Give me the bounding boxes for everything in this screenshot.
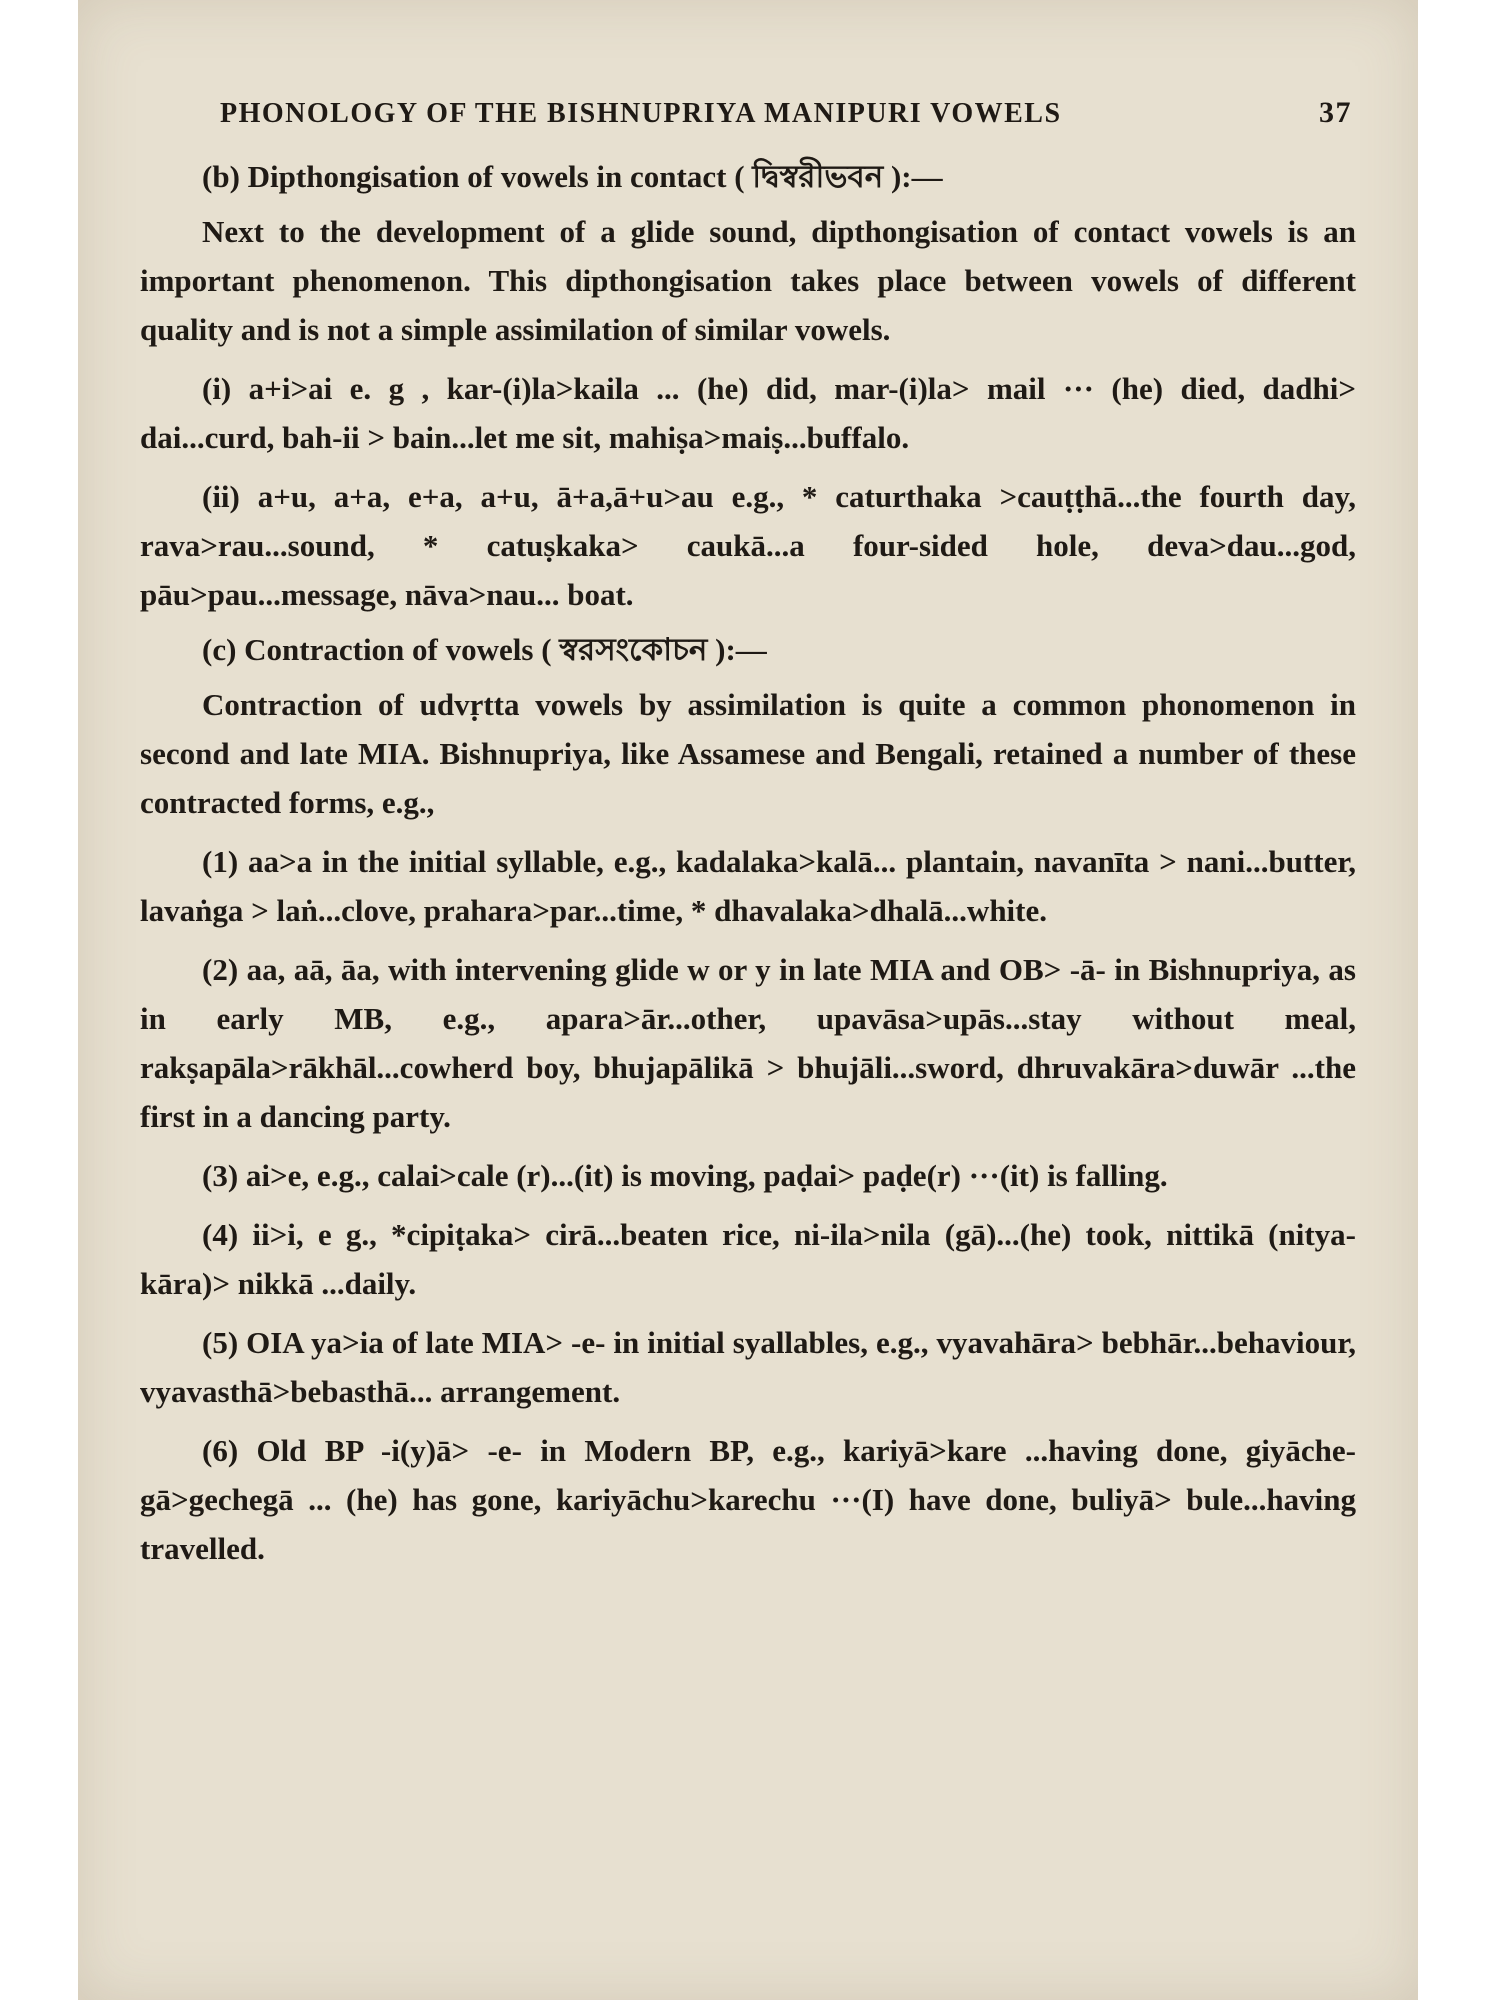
book-page	[78, 0, 1418, 2000]
section-heading-dipthongisation: (b) Dipthongisation of vowels in contact ( দ্বিস্বরীভবন ):—	[202, 159, 943, 194]
page-number: 37	[1319, 96, 1352, 129]
page-header-title: PHONOLOGY OF THE BISHNUPRIYA MANIPURI VOWELS	[220, 98, 1062, 129]
section-heading-contraction: (c) Contraction of vowels ( স্বরসংকোচন ):—	[202, 632, 767, 667]
example-item-5: (5) OIA ya>ia of late MIA> -e- in initial syallables, e.g., vyavahāra> bebhār...behaviour, vyavasthā>bebasthā... arrangement.	[140, 1325, 1356, 1409]
example-item-2: (2) aa, aā, āa, with intervening glide w or y in late MIA and OB> -ā- in Bishnupriya, as in early MB, e.g., apara>ār...other, upavāsa>upās...stay without meal, rakṣapāla>rākhāl...cowherd boy, bhujapālikā > bhujāli...sword, dhruvakāra>duwār ...the first in a dancing party.	[140, 952, 1356, 1134]
example-item-i: (i) a+i>ai e. g , kar-(i)la>kaila ... (he) did, mar-(i)la> mail ··· (he) died, dadhi> dai...curd, bah-ii > bain...let me sit, mahiṣa>maiṣ...buffalo.	[140, 371, 1356, 455]
example-item-6: (6) Old BP -i(y)ā> -e- in Modern BP, e.g., kariyā>kare ...having done, giyāche-gā>gechegā ... (he) has gone, kariyāchu>karechu ···(I) have done, buliyā> bule...having travelled.	[140, 1433, 1356, 1566]
paragraph-dipthongisation-intro: Next to the development of a glide sound, dipthongisation of contact vowels is an important phenomenon. This dipthongisation takes place between vowels of different quality and is not a simple assimilation of similar vowels.	[140, 214, 1356, 347]
example-item-4: (4) ii>i, e g., *cipiṭaka> cirā...beaten rice, ni-ila>nila (gā)...(he) took, nittikā (nitya-kāra)> nikkā ...daily.	[140, 1217, 1356, 1301]
running-header	[220, 88, 1356, 138]
example-item-3: (3) ai>e, e.g., calai>cale (r)...(it) is moving, paḍai> paḍe(r) ···(it) is falling.	[202, 1158, 1168, 1193]
paragraph-contraction-intro: Contraction of udvṛtta vowels by assimilation is quite a common phonomenon in second and late MIA. Bishnupriya, like Assamese and Bengali, retained a number of these contracted forms, e.g.,	[140, 687, 1356, 820]
page-content	[140, 88, 1356, 1573]
example-item-ii: (ii) a+u, a+a, e+a, a+u, ā+a,ā+u>au e.g., * caturthaka >cauṭṭhā...the fourth day, rava>rau...sound, * catuṣkaka> caukā...a four-sided hole, deva>dau...god, pāu>pau...message, nāva>nau... boat.	[140, 479, 1356, 612]
example-item-1: (1) aa>a in the initial syllable, e.g., kadalaka>kalā... plantain, navanīta > nani...butter, lavaṅga > laṅ...clove, prahara>par...time, * dhavalaka>dhalā...white.	[140, 844, 1356, 928]
